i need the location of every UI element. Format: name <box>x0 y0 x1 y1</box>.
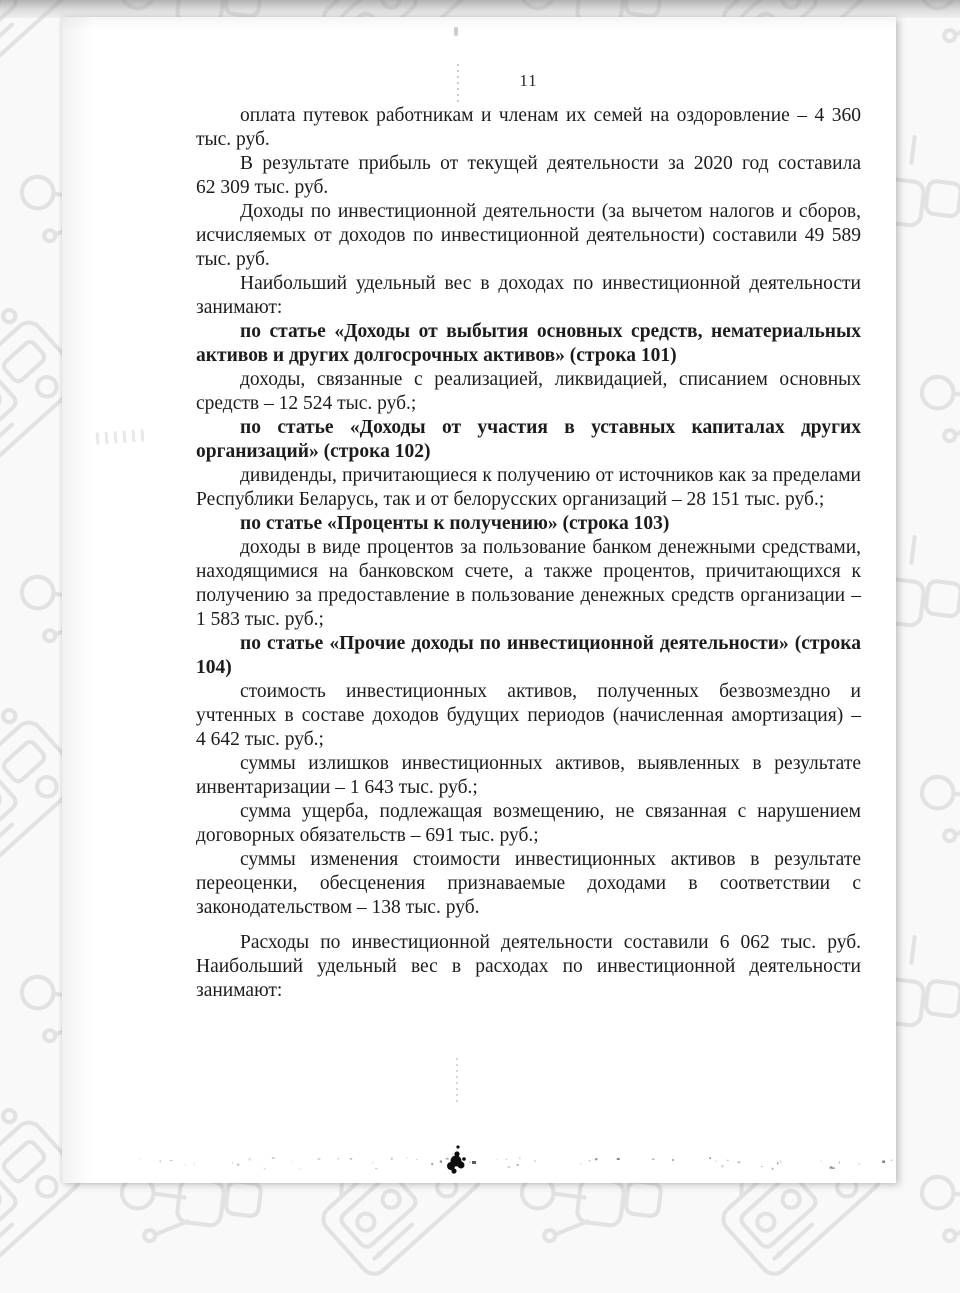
page-bottom-shadow <box>0 0 960 18</box>
paragraph: Расходы по инвестиционной деятельности составили 6 062 тыс. руб. Наибольший удельный вес в расходах по инвестиционной деятельности занимают: <box>196 932 861 1001</box>
paragraph: по статье «Доходы от выбытия основных средств, нематериальных активов и других долгосрочных активов» (строка 101) <box>196 321 861 366</box>
document-body <box>196 104 861 1003</box>
paragraph: сумма ущерба, подлежащая возмещению, не связанная с нарушением договорных обязательств – 691 тыс. руб.; <box>196 801 861 846</box>
watermark-gadget-icon <box>890 1091 960 1292</box>
paragraph: доходы в виде процентов за пользование банком денежными средствами, находящимися на банковском счете, а также процентов, причитающихся к получению за предоставление в пользование денежных средств организации – 1 583 тыс. руб.; <box>196 537 861 630</box>
page-number: 11 <box>519 71 538 90</box>
paragraph: по статье «Доходы от участия в уставных капиталах других организаций» (строка 102) <box>196 417 861 462</box>
paragraph: по статье «Проценты к получению» (строка 103) <box>240 513 670 534</box>
paragraph: суммы изменения стоимости инвестиционных активов в результате переоценки, обесценения признаваемые доходами в соответствии с законодательством – 138 тыс. руб. <box>196 849 861 918</box>
paragraph: В результате прибыль от текущей деятельности за 2020 год составила 62 309 тыс. руб. <box>196 153 861 198</box>
paragraph: по статье «Прочие доходы по инвестиционной деятельности» (строка 104) <box>196 633 861 678</box>
paragraph: дивиденды, причитающиеся к получению от источников как за пределами Республики Беларусь, так и от белорусских организаций – 28 151 тыс. руб.; <box>196 465 861 510</box>
watermark-gadget-icon <box>890 691 960 892</box>
paragraph: стоимость инвестиционных активов, полученных безвозмездно и учтенных в составе доходов будущих периодов (начисленная амортизация) – 4 642 тыс. руб.; <box>196 681 861 750</box>
watermark-gadget-icon <box>890 291 960 492</box>
paragraph: Наибольший удельный вес в доходах по инвестиционной деятельности занимают: <box>196 273 861 318</box>
paragraph: доходы, связанные с реализацией, ликвидацией, списанием основных средств – 12 524 тыс. руб.; <box>196 369 861 414</box>
paragraph: оплата путевок работникам и членам их семей на оздоровление – 4 360 тыс. руб. <box>196 105 861 150</box>
paragraph: суммы излишков инвестиционных активов, выявленных в результате инвентаризации – 1 643 тыс. руб.; <box>196 753 861 798</box>
document-page <box>62 17 896 1183</box>
paragraph: Доходы по инвестиционной деятельности (за вычетом налогов и сборов, исчисляемых от доходов по инвестиционной деятельности) составили 49 589 тыс. руб. <box>196 201 861 270</box>
